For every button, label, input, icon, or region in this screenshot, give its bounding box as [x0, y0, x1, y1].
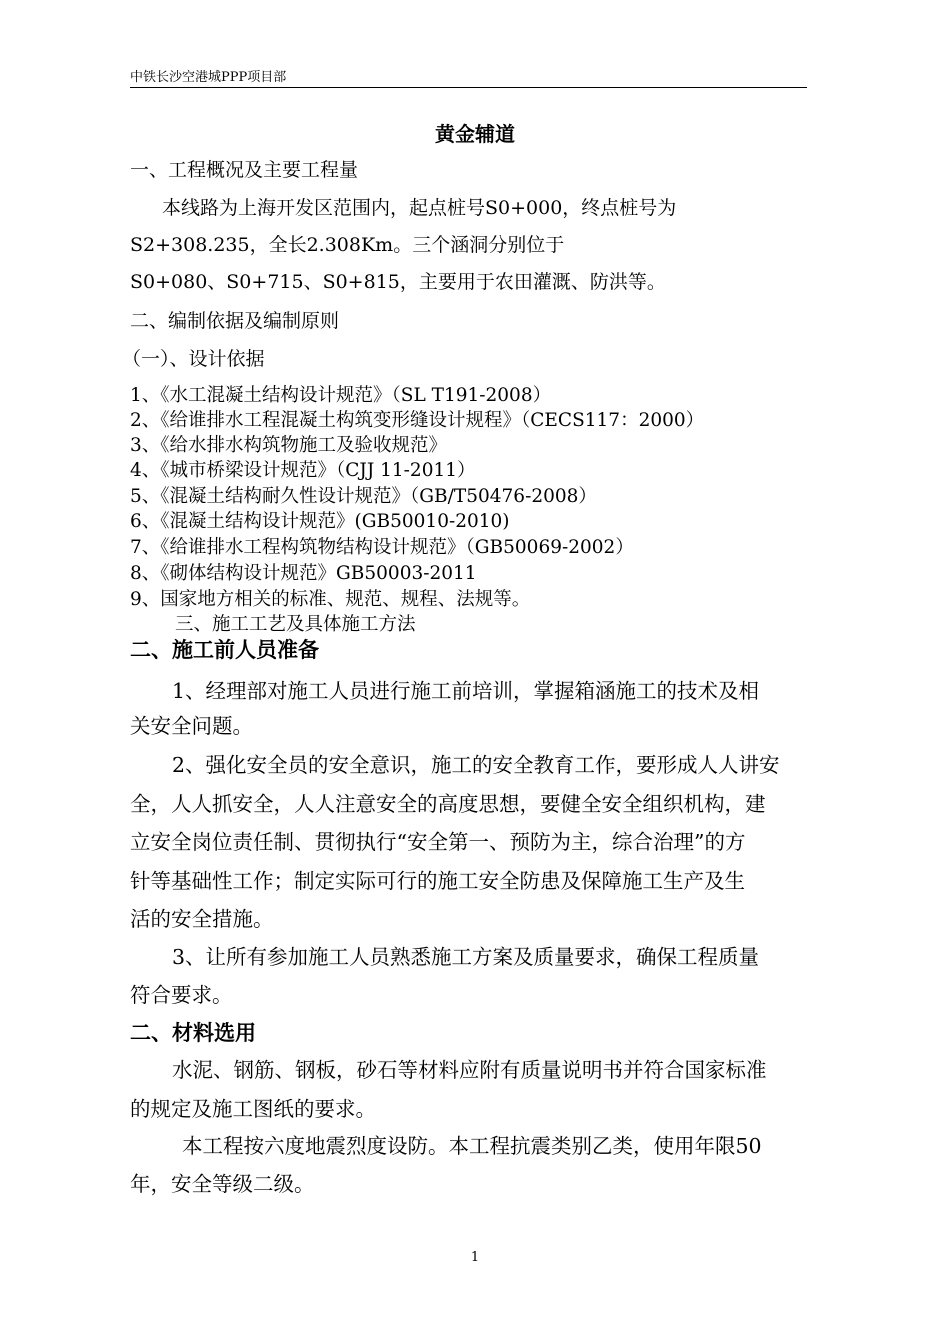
materials-line: 水泥、钢筋、钢板，砂石等材料应附有质量说明书并符合国家标准: [172, 1058, 767, 1082]
personnel-line: 全，人人抓安全，人人注意安全的高度思想，要健全安全组织机构，建: [130, 792, 766, 816]
materials-line: 的规定及施工图纸的要求。: [130, 1097, 376, 1121]
section-heading-overview: 一、工程概况及主要工程量: [130, 159, 359, 181]
design-basis-subheading: （一）、设计依据: [122, 348, 265, 370]
personnel-line: 关安全问题。: [130, 714, 253, 738]
reference-item: 1、《水工混凝土结构设计规范》（SL T191-2008）: [130, 385, 552, 406]
heading-personnel: 二、施工前人员准备: [130, 638, 319, 662]
section-heading-methods: 三、施工工艺及具体施工方法: [175, 614, 416, 635]
overview-line: S2+308.235，全长2.308Km。三个涵洞分别位于: [130, 234, 565, 256]
reference-item: 4、《城市桥梁设计规范》（CJJ 11-2011）: [130, 460, 476, 481]
reference-item: 9、国家地方相关的标准、规范、规程、法规等。: [130, 589, 531, 610]
materials-line: 年，安全等级二级。: [130, 1172, 315, 1196]
reference-item: 3、《给水排水构筑物施工及验收规范》: [130, 435, 448, 456]
reference-item: 6、《混凝土结构设计规范》(GB50010-2010): [130, 511, 510, 532]
reference-item: 5、《混凝土结构耐久性设计规范》（GB/T50476-2008）: [130, 486, 597, 507]
reference-item: 2、《给谁排水工程混凝土构筑变形缝设计规程》（CECS117：2000）: [130, 410, 705, 431]
header-rule: [130, 87, 807, 88]
personnel-line: 3、让所有参加施工人员熟悉施工方案及质量要求，确保工程质量: [172, 945, 760, 969]
materials-line: 本工程按六度地震烈度设防。本工程抗震类别乙类，使用年限50: [182, 1134, 762, 1158]
overview-line: S0+080、S0+715、S0+815，主要用于农田灌溉、防洪等。: [130, 271, 666, 293]
personnel-line: 符合要求。: [130, 983, 233, 1007]
overview-line: 本线路为上海开发区范围内，起点桩号S0+000，终点桩号为: [162, 197, 677, 219]
personnel-line: 立安全岗位责任制、贯彻执行“安全第一、预防为主，综合治理”的方: [130, 830, 746, 854]
reference-item: 8、《砌体结构设计规范》GB50003-2011: [130, 563, 477, 584]
personnel-line: 2、强化安全员的安全意识，施工的安全教育工作，要形成人人讲安: [172, 753, 780, 777]
page-header: 中铁长沙空港城PPP项目部: [130, 70, 287, 85]
personnel-line: 针等基础性工作；制定实际可行的施工安全防患及保障施工生产及生: [130, 869, 745, 893]
document-title: 黄金辅道: [435, 122, 515, 146]
reference-item: 7、《给谁排水工程构筑物结构设计规范》（GB50069-2002）: [130, 537, 634, 558]
section-heading-basis: 二、编制依据及编制原则: [130, 310, 340, 332]
personnel-line: 1、经理部对施工人员进行施工前培训，掌握箱涵施工的技术及相: [172, 679, 760, 703]
personnel-line: 活的安全措施。: [130, 907, 274, 931]
heading-materials: 二、材料选用: [130, 1021, 256, 1045]
page-number: 1: [470, 1250, 480, 1265]
